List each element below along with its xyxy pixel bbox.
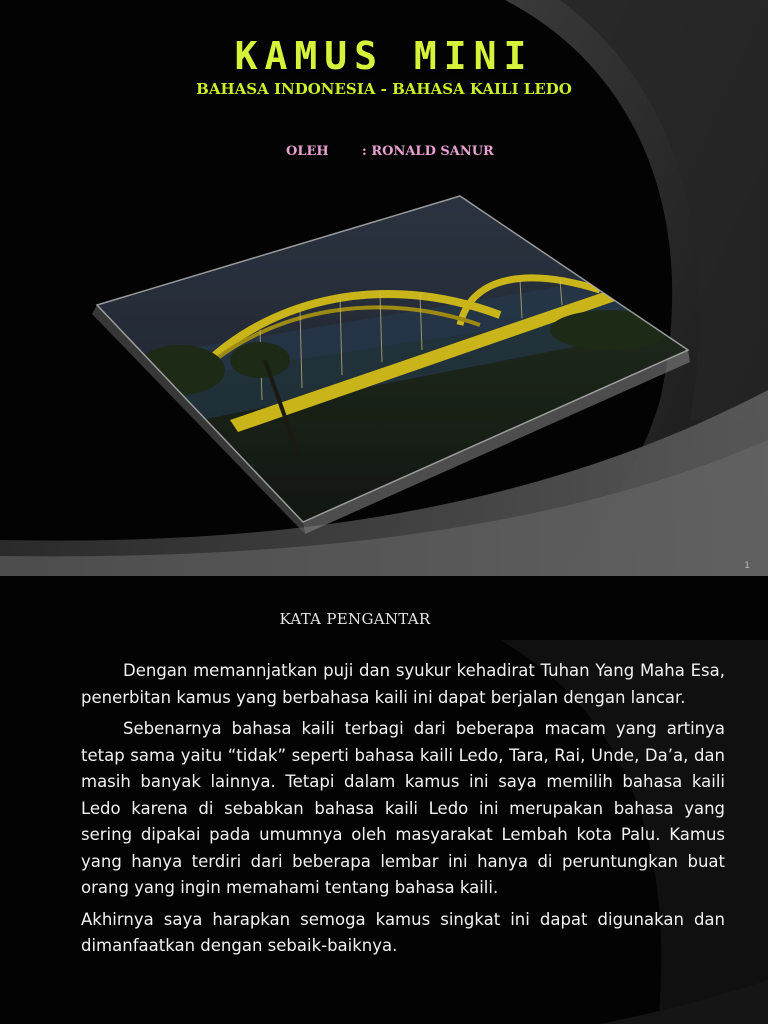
preface-slide bbox=[0, 576, 768, 1024]
slide-title: KAMUS MINI bbox=[234, 34, 534, 78]
paragraph: Akhirnya saya harapkan semoga kamus singkat ini dapat digunakan dan dimanfaatkan dengan sebaik-baiknya. bbox=[81, 909, 725, 955]
slide-number: 1 bbox=[744, 561, 750, 571]
preface-body bbox=[81, 658, 725, 965]
paragraph: Sebenarnya bahasa kaili terbagi dari beberapa macam yang artinya tetap sama yaitu “tidak” seperti bahasa kaili Ledo, Tara, Rai, Unde, Da’a, dan masih banyak lainnya. Tetapi dalam kamus ini saya memilih bahasa kaili Ledo karena di sebabkan bahasa kaili Ledo ini merupakan bahasa yang sering dipakai pada umumnya oleh masyarakat Lembah kota Palu. Kamus yang hanya terdiri dari beberapa lembar ini hanya di peruntungkan buat orang yang ingin memahami tentang bahasa kaili. bbox=[81, 719, 725, 897]
paragraph: Dengan memannjatkan puji dan syukur kehadirat Tuhan Yang Maha Esa, penerbitan kamus yang berbahasa kaili ini dapat berjalan dengan lancar. bbox=[81, 661, 725, 707]
section-heading: KATA PENGANTAR bbox=[279, 610, 431, 628]
author-label: OLEH bbox=[286, 144, 329, 159]
slide-subtitle: BAHASA INDONESIA - BAHASA KAILI LEDO bbox=[196, 80, 572, 98]
author-name: : RONALD SANUR bbox=[362, 144, 494, 159]
